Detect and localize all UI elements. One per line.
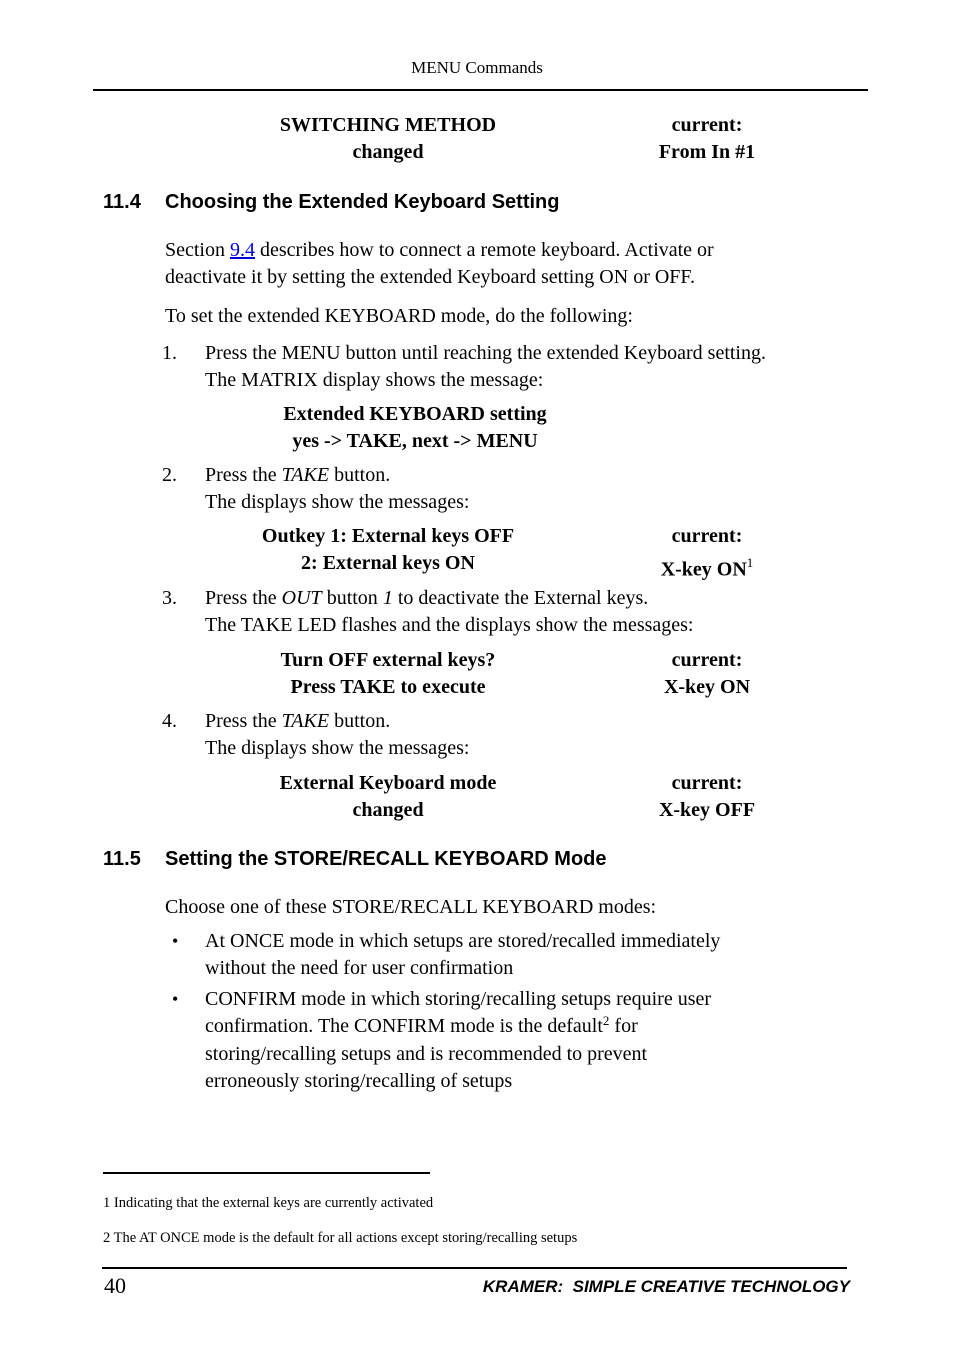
numbered-step-3 — [162, 585, 694, 639]
lcd-line: Press TAKE to execute — [290, 676, 486, 698]
footnote-2-marker: 2 — [602, 1013, 610, 1028]
take-button-name: TAKE — [281, 710, 330, 732]
lead-paragraph: To set the extended KEYBOARD mode, do the following: — [165, 305, 633, 327]
section-number: 11.4 — [103, 191, 141, 213]
section-title: Choosing the Extended Keyboard Setting — [165, 191, 560, 213]
lcd-line: From In #1 — [658, 141, 756, 163]
step-number: 4. — [162, 710, 177, 732]
lcd-message-changed-left — [165, 770, 611, 824]
bullet-icon: • — [172, 989, 179, 1009]
footnote-1-marker: 1 — [746, 555, 754, 570]
numbered-step-2 — [162, 462, 469, 516]
lcd-line: X-key ON — [663, 676, 751, 698]
take-button-name: TAKE — [281, 464, 330, 486]
intro-paragraph — [165, 237, 714, 291]
bullet-item-at-once — [172, 928, 720, 982]
section-9-4-link[interactable]: 9.4 — [230, 239, 255, 261]
step-number: 2. — [162, 464, 177, 486]
lcd-message-changed-right — [609, 770, 805, 824]
step-number: 1. — [162, 342, 177, 364]
button-number: 1 — [382, 587, 393, 609]
lcd-line: 2: External keys ON — [301, 552, 475, 574]
footnote-2: 2 The AT ONCE mode is the default for all actions except storing/recalling setups — [103, 1230, 578, 1246]
lcd-line: SWITCHING METHOD — [279, 114, 497, 136]
lcd-line: current: — [671, 525, 743, 547]
lcd-line: X-key $ON^1$ — [660, 555, 754, 581]
lcd-line: Turn OFF external keys? — [280, 649, 496, 671]
lcd-line: X-key OFF — [658, 799, 756, 821]
lcd-message-turnoff-right — [609, 647, 805, 701]
lcd-message-extended-keyboard — [165, 401, 665, 455]
bullet-text: At ONCE mode in which setups are stored/recalled immediately without the need for user confirmation — [205, 930, 721, 979]
paragraph-line: deactivate it by setting the extended Keyboard setting ON or OFF. — [165, 266, 695, 288]
lcd-message-outkey-left — [165, 523, 611, 577]
bullet-item-confirm — [172, 986, 711, 1095]
lcd-message-switching-right — [609, 112, 805, 166]
step-text: Press the TAKE button. The displays show the messages: — [205, 710, 470, 759]
lcd-line: Outkey 1: External keys OFF — [261, 525, 515, 547]
bullet-text: CONFIRM mode in which storing/recalling setups require user confirmation. The CONFIRM mode is the default$^2$ for storing/recalling setups and is recommended to prevent erroneously storing/recalling of setups — [205, 988, 712, 1092]
lcd-line: yes -> TAKE, next -> MENU — [292, 430, 538, 452]
page-number: 40 — [104, 1273, 126, 1298]
numbered-step-4 — [162, 708, 469, 762]
step-text: Press the MENU button until reaching the extended Keyboard setting. The MATRIX display shows the message: — [205, 342, 766, 391]
lcd-line: current: — [671, 114, 743, 136]
running-header: MENU Commands — [411, 58, 543, 77]
footnote-1: 1 Indicating that the external keys are currently activated — [103, 1195, 434, 1211]
out-button-name: OUT — [281, 587, 322, 609]
section-title: Setting the STORE/RECALL KEYBOARD Mode — [165, 848, 607, 870]
section-heading-11-5 — [103, 848, 607, 871]
lcd-message-switching-left — [165, 112, 611, 166]
step-text: Press the OUT button 1 to deactivate the External keys. The TAKE LED flashes and the displays show the messages: — [205, 587, 694, 636]
paragraph-line: Section 9.4 describes how to connect a remote keyboard. Activate or — [165, 239, 714, 261]
step-number: 3. — [162, 587, 177, 609]
bullet-icon: • — [172, 931, 179, 951]
lcd-line: current: — [671, 649, 743, 671]
footer-rule — [102, 1267, 847, 1269]
section-number: 11.5 — [103, 848, 141, 870]
lcd-line: changed — [352, 141, 424, 163]
section-heading-11-4 — [103, 191, 559, 214]
lcd-line: Extended KEYBOARD setting — [283, 403, 547, 425]
lead-paragraph: Choose one of these STORE/RECALL KEYBOARD modes: — [165, 896, 657, 918]
lcd-message-outkey-right — [609, 523, 805, 584]
header-rule — [93, 89, 868, 91]
lcd-line: changed — [352, 799, 424, 821]
footer-brand: KRAMER: SIMPLE CREATIVE TECHNOLOGY — [482, 1277, 850, 1296]
step-text: Press the TAKE button. The displays show the messages: — [205, 464, 470, 513]
lcd-line: current: — [671, 772, 743, 794]
numbered-step-1 — [162, 340, 766, 394]
lcd-line: External Keyboard mode — [279, 772, 497, 794]
lcd-message-turnoff-left — [165, 647, 611, 701]
footnote-rule — [103, 1172, 430, 1174]
